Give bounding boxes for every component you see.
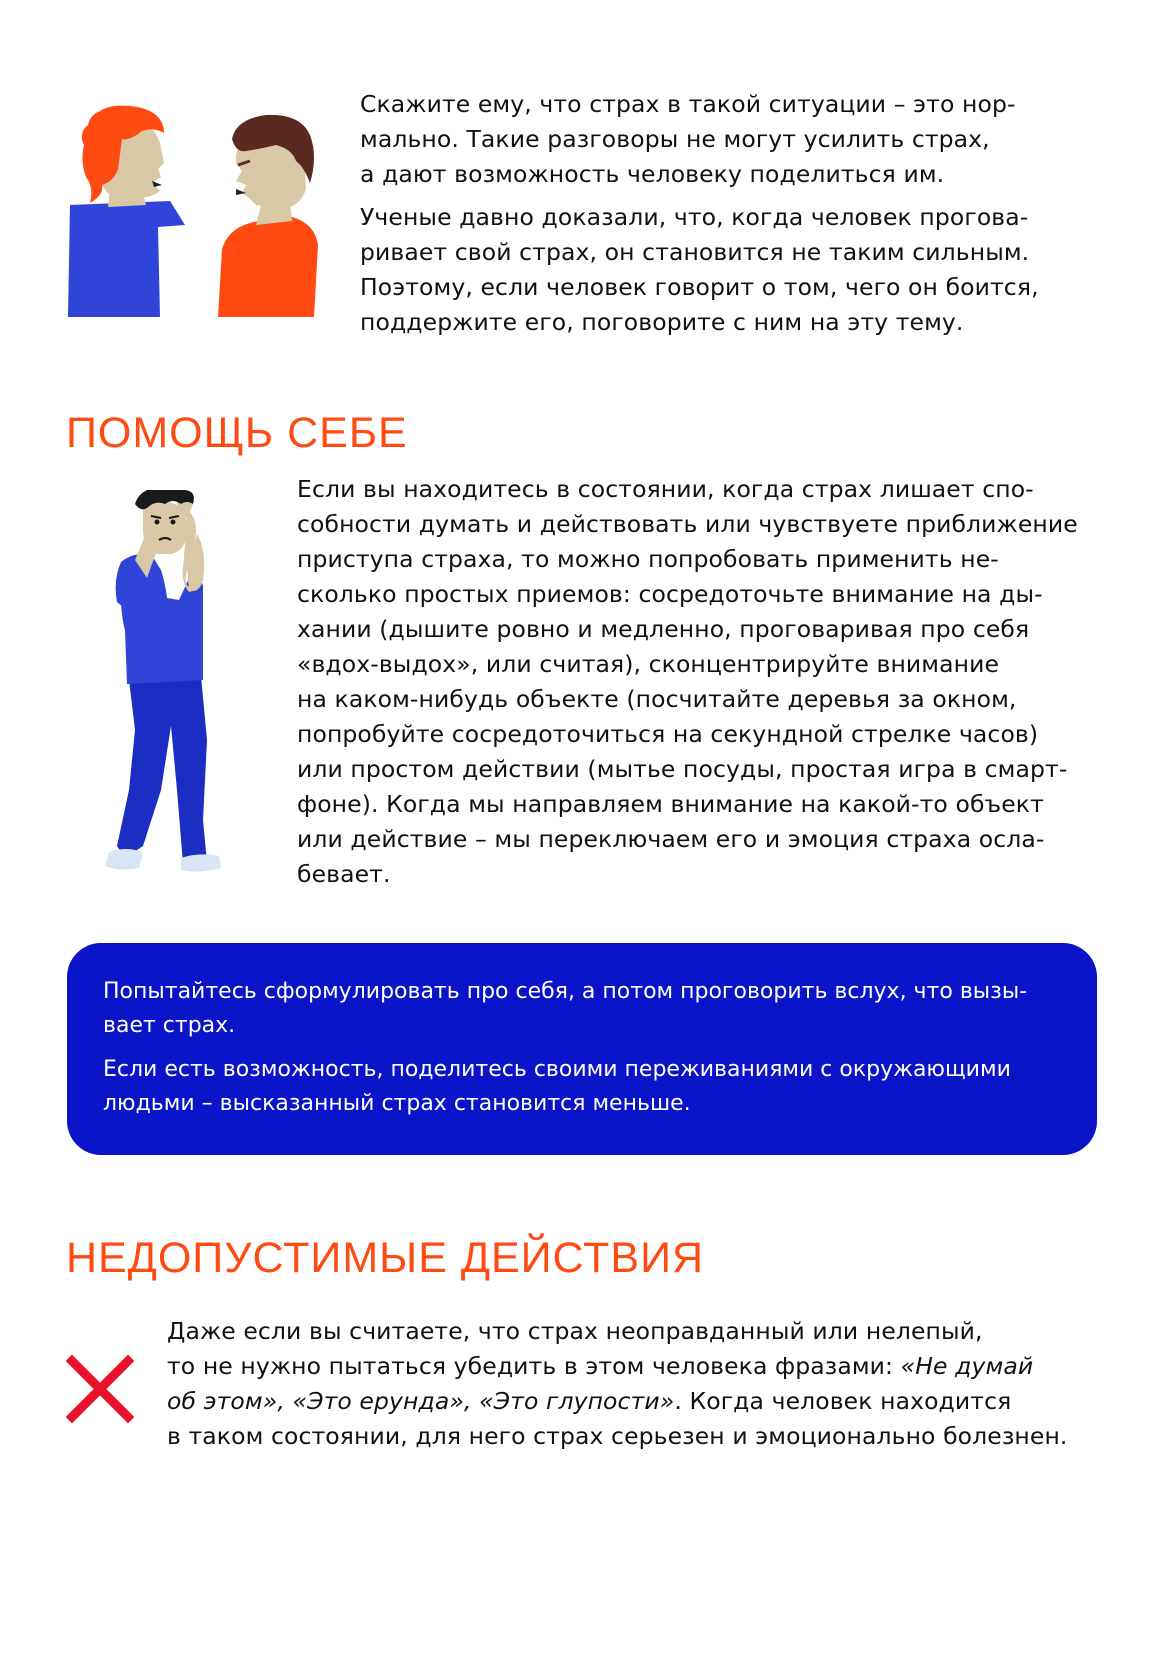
- worried-person-illustration: [95, 490, 245, 875]
- intro-line: а дают возможность человеку поделиться им.: [360, 160, 945, 188]
- self-help-line: или действие – мы переключаем его и эмоция страха осла-: [297, 825, 1045, 853]
- intro-para-2: [360, 200, 1140, 340]
- tip-line: Если есть возможность, поделитесь своими переживаниями с окружающими: [103, 1057, 1011, 1082]
- prohibited-paragraph: [167, 1314, 1152, 1454]
- tip-callout-text: [103, 975, 1083, 1121]
- self-help-line: или простом действии (мытье посуды, простая игра в смарт-: [297, 755, 1068, 783]
- self-help-line: сколько простых приемов: сосредоточьте внимание на ды-: [297, 580, 1043, 608]
- prohibited-line: в таком состоянии, для него страх серьезен и эмоционально болезнен.: [167, 1422, 1068, 1450]
- intro-line: ривает свой страх, он становится не таким сильным.: [360, 238, 1030, 266]
- self-help-line: на каком-нибудь объекте (посчитайте деревья за окном,: [297, 685, 1017, 713]
- tip-para-2: [103, 1053, 1083, 1121]
- self-help-line: хании (дышите ровно и медленно, проговаривая про себя: [297, 615, 1030, 643]
- self-help-line: собности думать и действовать или чувствуете приближение: [297, 510, 1078, 538]
- self-help-line: Если вы находитесь в состоянии, когда страх лишает спо-: [297, 475, 1034, 503]
- intro-line: Ученые давно доказали, что, когда человек прогова-: [360, 203, 1029, 231]
- tip-callout-box: [67, 943, 1097, 1155]
- tip-line: Попытайтесь сформулировать про себя, а потом проговорить вслух, что вызы-: [103, 979, 1028, 1004]
- intro-line: Поэтому, если человек говорит о том, чего он боится,: [360, 273, 1039, 301]
- self-help-paragraph: [297, 472, 1147, 892]
- prohibited-line: . Когда человек находится: [674, 1387, 1012, 1415]
- prohibited-line: Даже если вы считаете, что страх неоправданный или нелепый,: [167, 1317, 983, 1345]
- cross-icon: [66, 1355, 134, 1423]
- intro-text: [360, 87, 1140, 340]
- self-help-line: приступа страха, то можно попробовать применить не-: [297, 545, 999, 573]
- prohibited-text: [167, 1314, 1152, 1454]
- tip-line: людьми – высказанный страх становится меньше.: [103, 1091, 691, 1116]
- intro-para-1: [360, 87, 1140, 192]
- prohibited-line: то не нужно пытаться убедить в этом человека фразами:: [167, 1352, 901, 1380]
- intro-line: мально. Такие разговоры не могут усилить страх,: [360, 125, 990, 153]
- intro-line: поддержите его, поговорите с ним на эту тему.: [360, 308, 964, 336]
- tip-para-1: [103, 975, 1083, 1043]
- self-help-line: бевает.: [297, 860, 391, 888]
- prohibited-quote: об этом», «Это ерунда», «Это глупости»: [167, 1387, 675, 1415]
- two-people-talking-illustration: [60, 105, 330, 330]
- self-help-line: попробуйте сосредоточиться на секундной стрелке часов): [297, 720, 1039, 748]
- section-heading-prohibited: НЕДОПУСТИМЫЕ ДЕЙСТВИЯ: [66, 1234, 705, 1282]
- self-help-line: фоне). Когда мы направляем внимание на какой-то объект: [297, 790, 1044, 818]
- tip-line: вает страх.: [103, 1013, 236, 1038]
- self-help-line: «вдох-выдох», или считая), сконцентрируйте внимание: [297, 650, 1000, 678]
- self-help-text: [297, 472, 1147, 892]
- prohibited-quote: «Не думай: [900, 1352, 1034, 1380]
- section-heading-self-help: ПОМОЩЬ СЕБЕ: [66, 409, 408, 457]
- intro-line: Скажите ему, что страх в такой ситуации – это нор-: [360, 90, 1016, 118]
